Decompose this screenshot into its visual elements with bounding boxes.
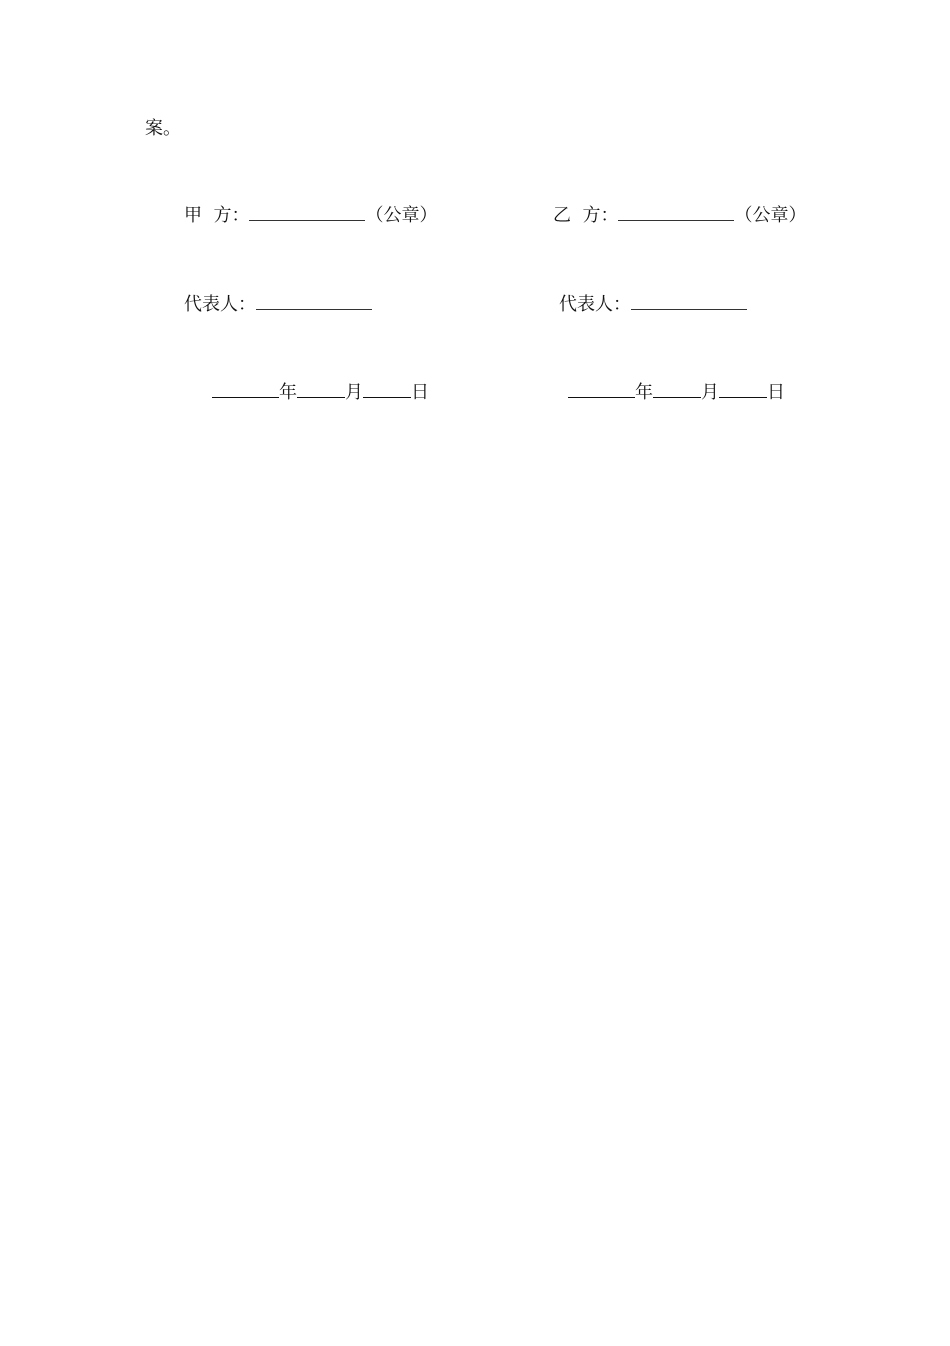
- party-a-name-blank[interactable]: [249, 204, 365, 221]
- party-b-day-label: 日: [767, 382, 785, 403]
- party-b-rep-line: [559, 293, 747, 317]
- party-b-line: [553, 204, 806, 228]
- party-b-rep-blank[interactable]: [631, 293, 747, 310]
- party-a-year-label: 年: [279, 382, 297, 403]
- party-b-name-blank[interactable]: [618, 204, 734, 221]
- party-a-label: 甲 方：: [184, 205, 250, 226]
- party-a-line: [184, 204, 437, 228]
- party-a-month-blank[interactable]: [297, 380, 345, 398]
- party-b-day-blank[interactable]: [719, 380, 767, 398]
- party-b-month-blank[interactable]: [653, 380, 701, 398]
- party-a-month-label: 月: [345, 382, 363, 403]
- party-a-seal: （公章）: [365, 205, 438, 226]
- party-b-seal: （公章）: [734, 205, 807, 226]
- party-a-day-label: 日: [411, 382, 429, 403]
- continuation-text-value: 案。: [145, 118, 181, 139]
- party-a-date-line: [212, 380, 429, 405]
- party-b-year-blank[interactable]: [568, 380, 635, 398]
- party-b-label: 乙 方：: [553, 205, 619, 226]
- party-a-rep-line: [184, 293, 372, 317]
- party-a-rep-blank[interactable]: [256, 293, 372, 310]
- party-a-rep-label: 代表人：: [184, 294, 256, 315]
- party-b-year-label: 年: [635, 382, 653, 403]
- party-b-date-line: [568, 380, 785, 405]
- party-b-month-label: 月: [701, 382, 719, 403]
- party-b-rep-label: 代表人：: [559, 294, 631, 315]
- continuation-text: [145, 117, 181, 141]
- party-a-day-blank[interactable]: [363, 380, 411, 398]
- party-a-year-blank[interactable]: [212, 380, 279, 398]
